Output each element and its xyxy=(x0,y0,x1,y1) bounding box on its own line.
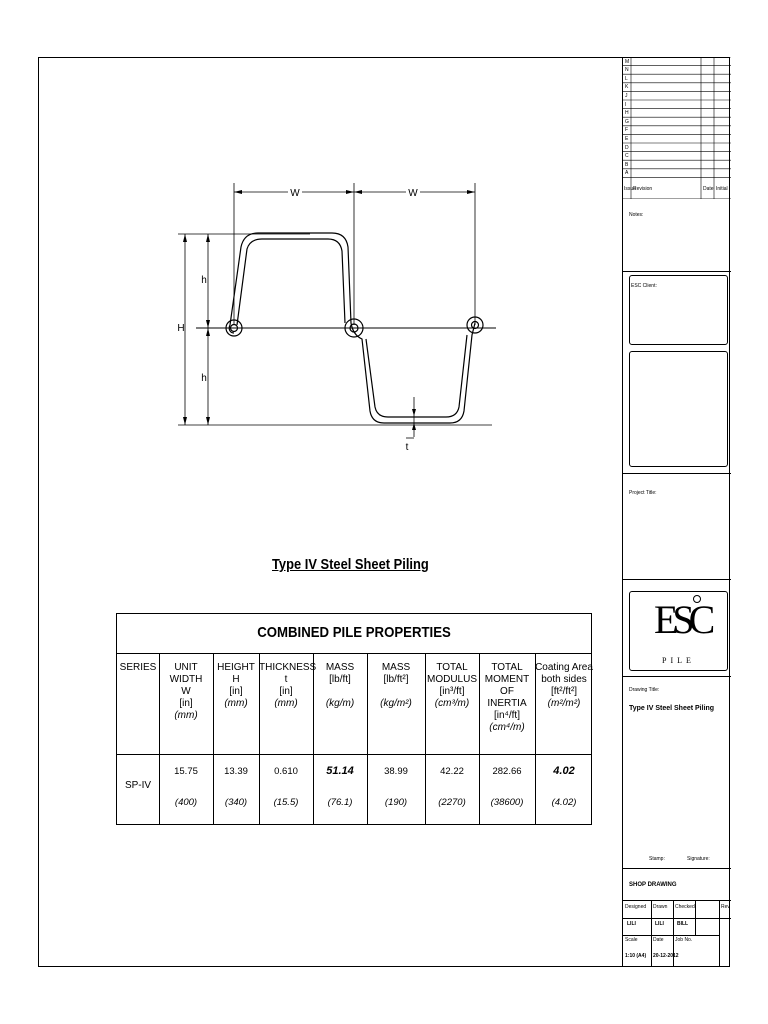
checked-value: BILL xyxy=(677,921,689,927)
divider xyxy=(623,918,731,919)
drawn-label: Drawn xyxy=(653,904,668,910)
rev-letter: B xyxy=(625,161,629,168)
series-value: SP-IV xyxy=(124,780,152,791)
thickness-mm: (15.5) xyxy=(273,797,299,808)
header-mass-per-sqft: MASS [lb/ft²] (kg/m²) xyxy=(380,662,412,709)
rev-revision-header: Revision xyxy=(633,186,653,192)
checked-label: Checked xyxy=(675,904,695,910)
project-title-label: Project Title: xyxy=(629,490,657,496)
esc-logo: ESC xyxy=(654,597,710,642)
divider xyxy=(623,579,731,580)
dim-w-left: W xyxy=(290,188,300,199)
header-series: SERIES xyxy=(119,662,157,673)
drawing-title: Type IV Steel Sheet Piling xyxy=(272,556,429,573)
signature-label: Signature: xyxy=(687,856,710,862)
divider xyxy=(623,676,731,677)
rev-letter: I xyxy=(625,101,627,108)
dim-t: t xyxy=(405,442,409,453)
rev-letter: J xyxy=(625,92,628,99)
divider xyxy=(623,271,731,272)
divider xyxy=(719,900,720,967)
rev-issue-header: Issue xyxy=(624,186,636,192)
divider xyxy=(651,900,652,967)
rev-letter: G xyxy=(625,118,629,125)
modulus-cm3m: (2270) xyxy=(438,797,466,808)
coating-area-m: (4.02) xyxy=(551,797,577,808)
header-height: HEIGHT H [in] (mm) xyxy=(217,662,255,709)
date-label: Date xyxy=(653,937,664,943)
rev-letter: M xyxy=(625,58,630,65)
rev-letter: D xyxy=(625,144,629,151)
mass-lbft: 51.14 xyxy=(326,765,354,777)
rev-letter: H xyxy=(625,110,629,117)
rev-letter: K xyxy=(625,84,629,91)
header-moment-of-inertia: TOTAL MOMENT OF INERTIA [in⁴/ft] (cm⁴/m) xyxy=(484,662,530,733)
title-block xyxy=(622,57,730,967)
height-mm: (340) xyxy=(224,797,248,808)
inertia-cm4m: (38600) xyxy=(490,797,524,808)
rev-letter: C xyxy=(625,153,629,160)
dim-w-right: W xyxy=(408,188,418,199)
header-coating-area: Coating Area both sides [ft²/ft²] (m²/m²) xyxy=(535,662,593,709)
rev-letter: E xyxy=(625,135,629,142)
thickness-in: 0.610 xyxy=(274,766,298,777)
logo-box xyxy=(629,591,728,671)
client-label: ESC Client: xyxy=(631,283,657,289)
drawn-value: LILI xyxy=(655,921,664,927)
rev-initial-header: Initial xyxy=(716,186,728,192)
dim-h-lower: h xyxy=(201,373,207,384)
unit-width-mm: (400) xyxy=(174,797,198,808)
divider xyxy=(695,900,696,935)
logo-sub: PILE xyxy=(662,656,695,665)
header-thickness: THICKNESS t [in] (mm) xyxy=(259,662,317,709)
header-mass-per-ft: MASS [lb/ft] (kg/m) xyxy=(325,662,355,709)
rev-letter: N xyxy=(625,67,629,74)
pile-properties-table xyxy=(116,613,592,825)
coating-area-ft: 4.02 xyxy=(553,765,575,777)
drawing-title-label: Drawing Title: xyxy=(629,687,660,693)
job-no-label: Job No. xyxy=(675,937,693,943)
logo-mark-icon xyxy=(693,595,701,603)
rev-letter: A xyxy=(625,170,629,177)
rev-letter: F xyxy=(625,127,629,134)
drawing-title-value: Type IV Steel Sheet Piling xyxy=(629,705,715,712)
header-total-modulus: TOTAL MODULUS [in³/ft] (cm³/m) xyxy=(426,662,477,709)
stamp-label: Stamp: xyxy=(649,856,665,862)
modulus-in3ft: 42.22 xyxy=(440,766,464,777)
dim-H: H xyxy=(177,323,185,334)
row-divider xyxy=(117,754,591,755)
mass-kgm: (76.1) xyxy=(327,797,353,808)
table-title: COMBINED PILE PROPERTIES xyxy=(117,614,591,654)
date-value: 20-12-2012 xyxy=(653,953,679,959)
divider xyxy=(623,868,731,869)
pile-section-drawing xyxy=(170,175,500,465)
divider xyxy=(623,900,731,901)
inertia-in4ft: 282.66 xyxy=(492,766,522,777)
divider xyxy=(623,473,731,474)
rev-letter: L xyxy=(625,75,628,82)
dim-h-upper: h xyxy=(201,275,207,286)
designed-value: LILI xyxy=(627,921,636,927)
revision-table xyxy=(623,57,731,199)
client-detail-box xyxy=(629,351,728,467)
height-in: 13.39 xyxy=(224,766,248,777)
rev-label: Rev xyxy=(721,904,730,910)
header-unit-width: UNIT WIDTH W [in] (mm) xyxy=(169,662,203,721)
scale-label: Scale xyxy=(625,937,638,943)
mass-kgm2: (190) xyxy=(384,797,408,808)
divider xyxy=(623,966,719,967)
unit-width-in: 15.75 xyxy=(174,766,198,777)
designed-label: Designed xyxy=(625,904,647,910)
mass-lbft2: 38.99 xyxy=(384,766,408,777)
status-label: SHOP DRAWING xyxy=(629,882,677,888)
divider xyxy=(623,935,719,936)
scale-value: 1:10 (A4) xyxy=(625,953,647,959)
notes-label: Notes: xyxy=(629,212,644,218)
rev-date-header: Date xyxy=(703,186,714,192)
